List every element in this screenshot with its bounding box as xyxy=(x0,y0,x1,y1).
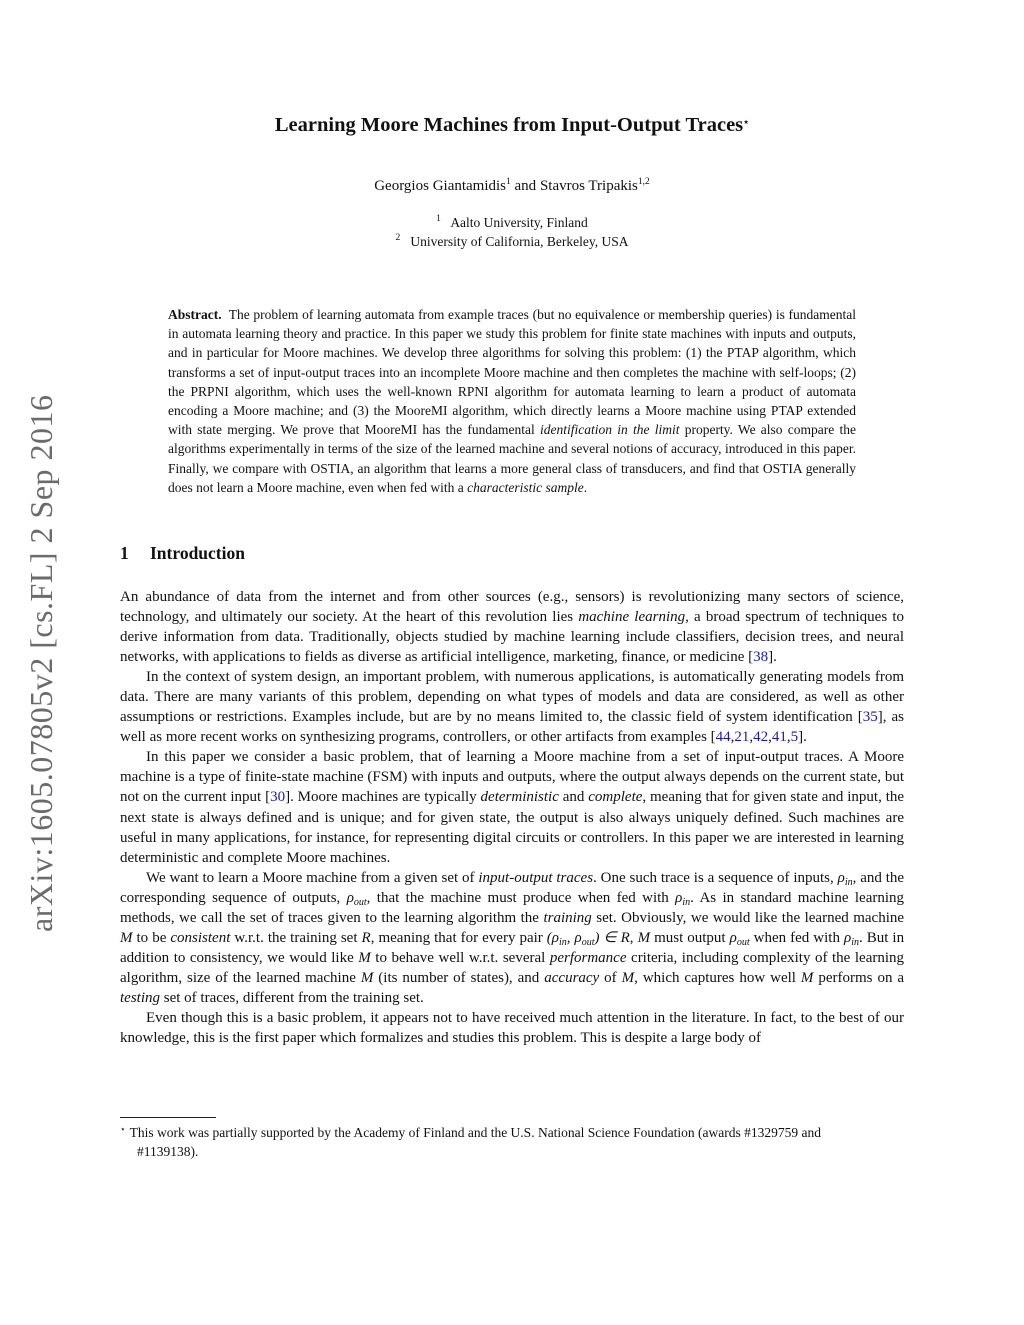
affiliation-1: $^1$ Aalto University, Finland xyxy=(436,214,588,230)
paragraph: An abundance of data from the internet and from other sources (e.g., sensors) is revolutionizing many sectors of science, technology, and ultimately our society. At the heart of this revolution lies machine learning, a broad spectrum of techniques to derive information from data. Traditionally, objects studied by machine learning include classifiers, decision trees, and neural networks, with applications to fields as diverse as artificial intelligence, marketing, finance, or medicine [38]. xyxy=(120,589,904,666)
author-name: Georgios Giantamidis xyxy=(374,178,507,194)
paragraph: We want to learn a Moore machine from a given set of input-output traces. One such trace is a sequence of inputs, $\rho_{in}$, and the corresponding sequence of outputs, $\rho_{out}$, that the machine must produce when fed with $\rho_{in}$. As in standard machine learning methods, we call the set of traces given to the learning algorithm the training set. Obviously, we would like the learned machine M to be consistent w.r.t. the training set R, meaning that for every pair ($\rho_{in}$, $\rho_{out}$) ∈ R, M must output $\rho_{out}$ when fed with $\rho_{in}$. But in addition to consistency, we would like M to behave well w.r.t. several performance criteria, including complexity of the learning algorithm, size of the learned machine M (its number of states), and accuracy of M, which captures how well M performs on a testing set of traces, different from the training set. xyxy=(120,869,905,1006)
paper-title: Learning Moore Machines from Input-Output Traces⋆ xyxy=(274,114,750,136)
citation-link[interactable]: 21 xyxy=(734,729,750,746)
paragraph: In this paper we consider a basic problem, that of learning a Moore machine from a set of input-output traces. A Moore machine is a type of finite-state machine (FSM) with inputs and outputs, where the output always depends on the current state, but not on the current input [30]. Moore machines are typically deterministic and complete, meaning that for given state and input, the next state is always defined and is unique; and for given state, the output is also always uniquely defined. Such machines are useful in many applications, for instance, for representing digital circuits or controllers. In this paper we are interested in learning deterministic and complete Moore machines. xyxy=(120,749,905,866)
citation-link[interactable]: 41 xyxy=(771,729,787,746)
author-affiliation-mark: 1,2 xyxy=(637,177,650,187)
footnote-divider xyxy=(120,1117,216,1118)
footnote-mark: ⋆ xyxy=(120,1124,126,1134)
author-affiliation-mark: 1 xyxy=(506,177,511,187)
citation-link[interactable]: 38 xyxy=(753,649,769,666)
citation-link[interactable]: 30 xyxy=(270,789,286,806)
citation-link[interactable]: 44 xyxy=(715,729,731,746)
author-name: Stavros Tripakis xyxy=(539,178,638,194)
section-heading: 1 Introduction xyxy=(120,543,245,563)
citation-link[interactable]: 5 xyxy=(790,729,799,746)
abstract: Abstract. The problem of learning automata from example traces (but no equivalence or membership queries) is fundamental in automata learning theory and practice. In this paper we study this problem for finite state machines with inputs and outputs, and in particular for Moore machines. We develop three algorithms for solving this problem: (1) the PTAP algorithm, which transforms a set of input-output traces into an incomplete Moore machine and then completes the machine with self-loops; (2) the PRPNI algorithm, which uses the well-known RPNI algorithm for automata learning to learn a product of automata encoding a Moore machine; and (3) the MooreMI algorithm, which directly learns a Moore machine using PTAP extended with state merging. We prove that MooreMI has the fundamental identification in the limit property. We also compare the algorithms experimentally in terms of the size of the learned machine and several notions of accuracy, introduced in this paper. Finally, we compare with OSTIA, an algorithm that learns a more general class of transducers, and find that OSTIA generally does not learn a Moore machine, even when fed with a characteristic sample. xyxy=(168,307,856,495)
paragraph: In the context of system design, an important problem, with numerous applications, is automatically generating models from data. There are many variants of this problem, depending on what types of models and data are considered, as well as other assumptions or restrictions. Examples include, but are by no means limited to, the classic field of system identification [35], as well as more recent works on synthesizing programs, controllers, or other artifacts from examples [44,21,42,41,5]. xyxy=(120,669,904,746)
body-text xyxy=(120,587,904,1048)
citation-link[interactable]: 42 xyxy=(753,729,769,746)
citation-link[interactable]: 35 xyxy=(862,709,878,726)
paragraph: Even though this is a basic problem, it appears not to have received much attention in the literature. In fact, to the best of our knowledge, this is the first paper which formalizes and studies this problem. This is despite a large body of xyxy=(120,1009,904,1047)
abstract-label: Abstract. xyxy=(168,307,222,322)
arxiv-identifier-stamp: arXiv:1605.07805v2 [cs.FL] 2 Sep 2016 xyxy=(23,394,59,932)
author-line: Georgios Giantamidis$^1$ and Stavros Tripakis$^{1,2}$ xyxy=(374,177,650,194)
footnote: ⋆ This work was partially supported by the Academy of Finland and the U.S. National Science Foundation (awards #1329759 and #1139138). xyxy=(120,1124,822,1159)
title-footnote-mark: ⋆ xyxy=(743,118,750,128)
affiliation-2: $^2$ University of California, Berkeley, USA xyxy=(395,233,629,249)
